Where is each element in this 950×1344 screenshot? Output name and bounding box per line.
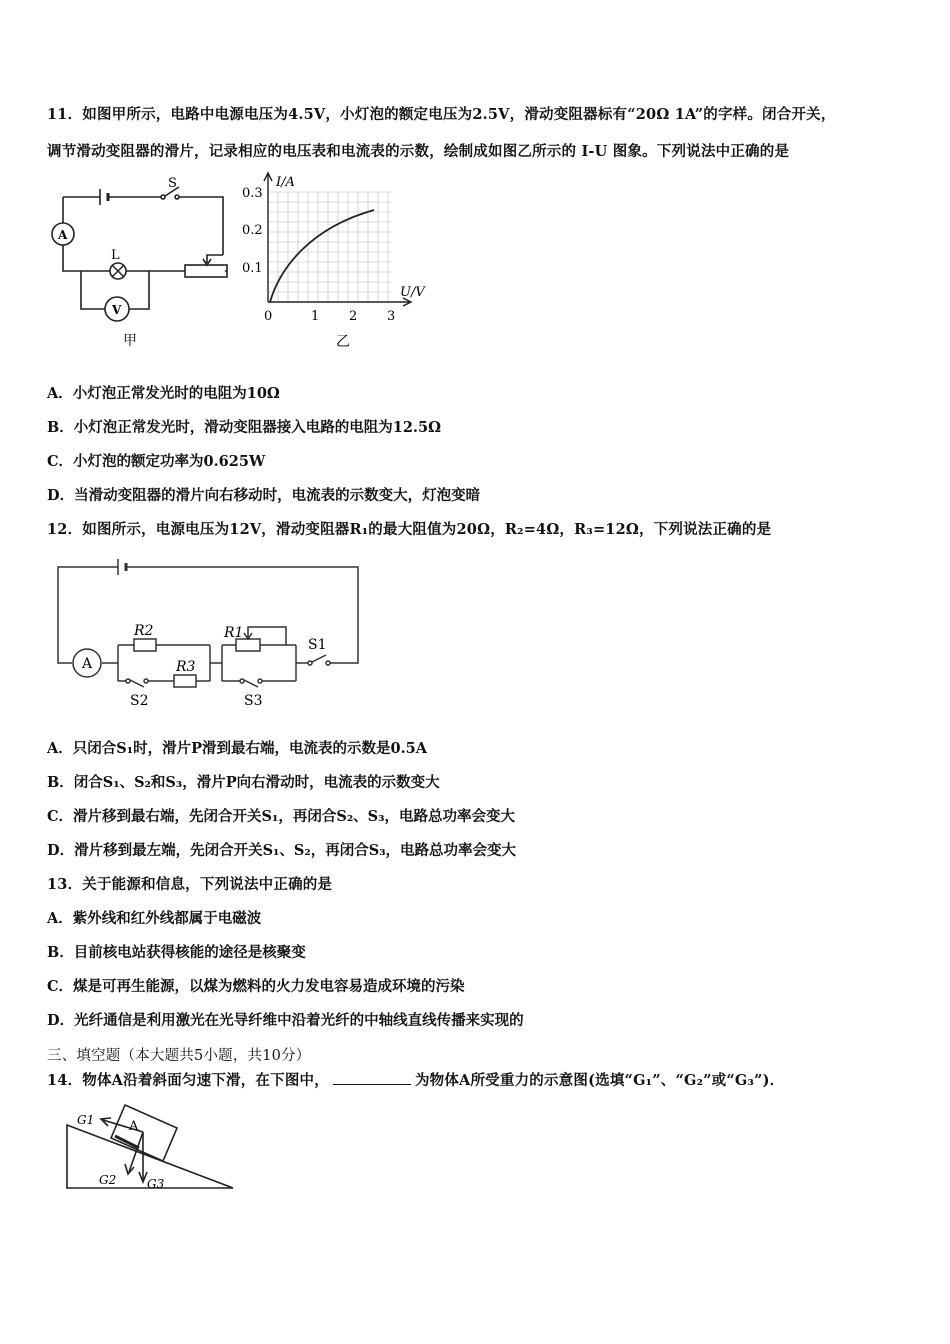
r1-label: R1 [224,625,244,641]
q11-circuit-diagram [45,175,235,355]
q11-stem-line1: 11．如图甲所示，电路中电源电压为4.5V，小灯泡的额定电压为2.5V，滑动变阻器标有“20Ω 1A”的字样。闭合开关， [47,106,836,123]
q12-option-b: B．闭合S₁、S₂和S₃，滑片P向右滑动时，电流表的示数变大 [47,774,440,791]
x-axis-label: U/V [400,285,425,300]
lamp-label: L [111,248,120,263]
q14-stem-before: 14．物体A沿着斜面匀速下滑，在下图中， [47,1072,329,1089]
r3-label: R3 [176,659,196,675]
voltmeter-label: V [112,303,122,317]
s3-label: S3 [244,693,263,709]
x-tick-3: 3 [387,309,396,324]
r2-label: R2 [134,623,154,639]
q13-stem: 13．关于能源和信息，下列说法中正确的是 [47,876,333,893]
y-tick-0-2: 0.2 [242,223,263,238]
section-3-heading: 三、填空题（本大题共5小题，共10分） [47,1048,311,1064]
s2-label: S2 [130,693,149,709]
origin-label: 0 [264,309,273,324]
q12-ammeter-label: A [82,656,93,672]
q14-answer-blank[interactable] [333,1072,411,1085]
g2-label: G2 [99,1173,117,1187]
fig-yi-caption: 乙 [336,334,350,350]
q13-option-d: D．光纤通信是利用激光在光导纤维中沿着光纤的中轴线直线传播来实现的 [47,1012,524,1029]
q14-incline-diagram [55,1100,245,1195]
q12-option-a: A．只闭合S₁时，滑片P滑到最右端，电流表的示数是0.5A [47,740,427,757]
s1-label: S1 [308,637,327,653]
q11-option-c: C．小灯泡的额定功率为0.625W [47,453,266,470]
q12-option-d: D．滑片移到最左端，先闭合开关S₁、S₂，再闭合S₃，电路总功率会变大 [47,842,517,859]
q11-option-b: B．小灯泡正常发光时，滑动变阻器接入电路的电阻为12.5Ω [47,419,441,436]
g1-label: G1 [77,1113,95,1127]
fig-jia-caption: 甲 [123,333,137,349]
x-tick-1: 1 [311,309,320,324]
q12-circuit-diagram [50,555,370,715]
q14-stem [47,1069,784,1090]
g3-label: G3 [147,1177,165,1191]
q13-option-a: A．紫外线和红外线都属于电磁波 [47,910,262,927]
q11-stem-line2: 调节滑动变阻器的滑片，记录相应的电压表和电流表的示数，绘制成如图乙所示的 I-U 图象。下列说法中正确的是 [47,143,790,160]
q14-stem-after: 为物体A所受重力的示意图(选填“G₁”、“G₂”或“G₃”)． [414,1072,785,1089]
q11-option-a: A．小灯泡正常发光时的电阻为10Ω [47,385,280,402]
x-tick-2: 2 [349,309,358,324]
ammeter-label: A [58,228,68,242]
q13-option-c: C．煤是可再生能源，以煤为燃料的火力发电容易造成环境的污染 [47,978,465,995]
block-a-label: A [129,1119,139,1134]
q12-stem: 12．如图所示，电源电压为12V，滑动变阻器R₁的最大阻值为20Ω，R₂=4Ω，R₃=12Ω，下列说法正确的是 [47,521,772,538]
q12-option-c: C．滑片移到最右端，先闭合开关S₁，再闭合S₂、S₃，电路总功率会变大 [47,808,516,825]
switch-s-label: S [168,176,177,191]
q11-option-d: D．当滑动变阻器的滑片向右移动时，电流表的示数变大，灯泡变暗 [47,487,481,504]
q13-option-b: B．目前核电站获得核能的途径是核聚变 [47,944,306,961]
q11-iu-graph [240,168,440,353]
y-axis-label: I/A [276,175,295,190]
y-tick-0-3: 0.3 [242,186,263,201]
y-tick-0-1: 0.1 [242,261,263,276]
